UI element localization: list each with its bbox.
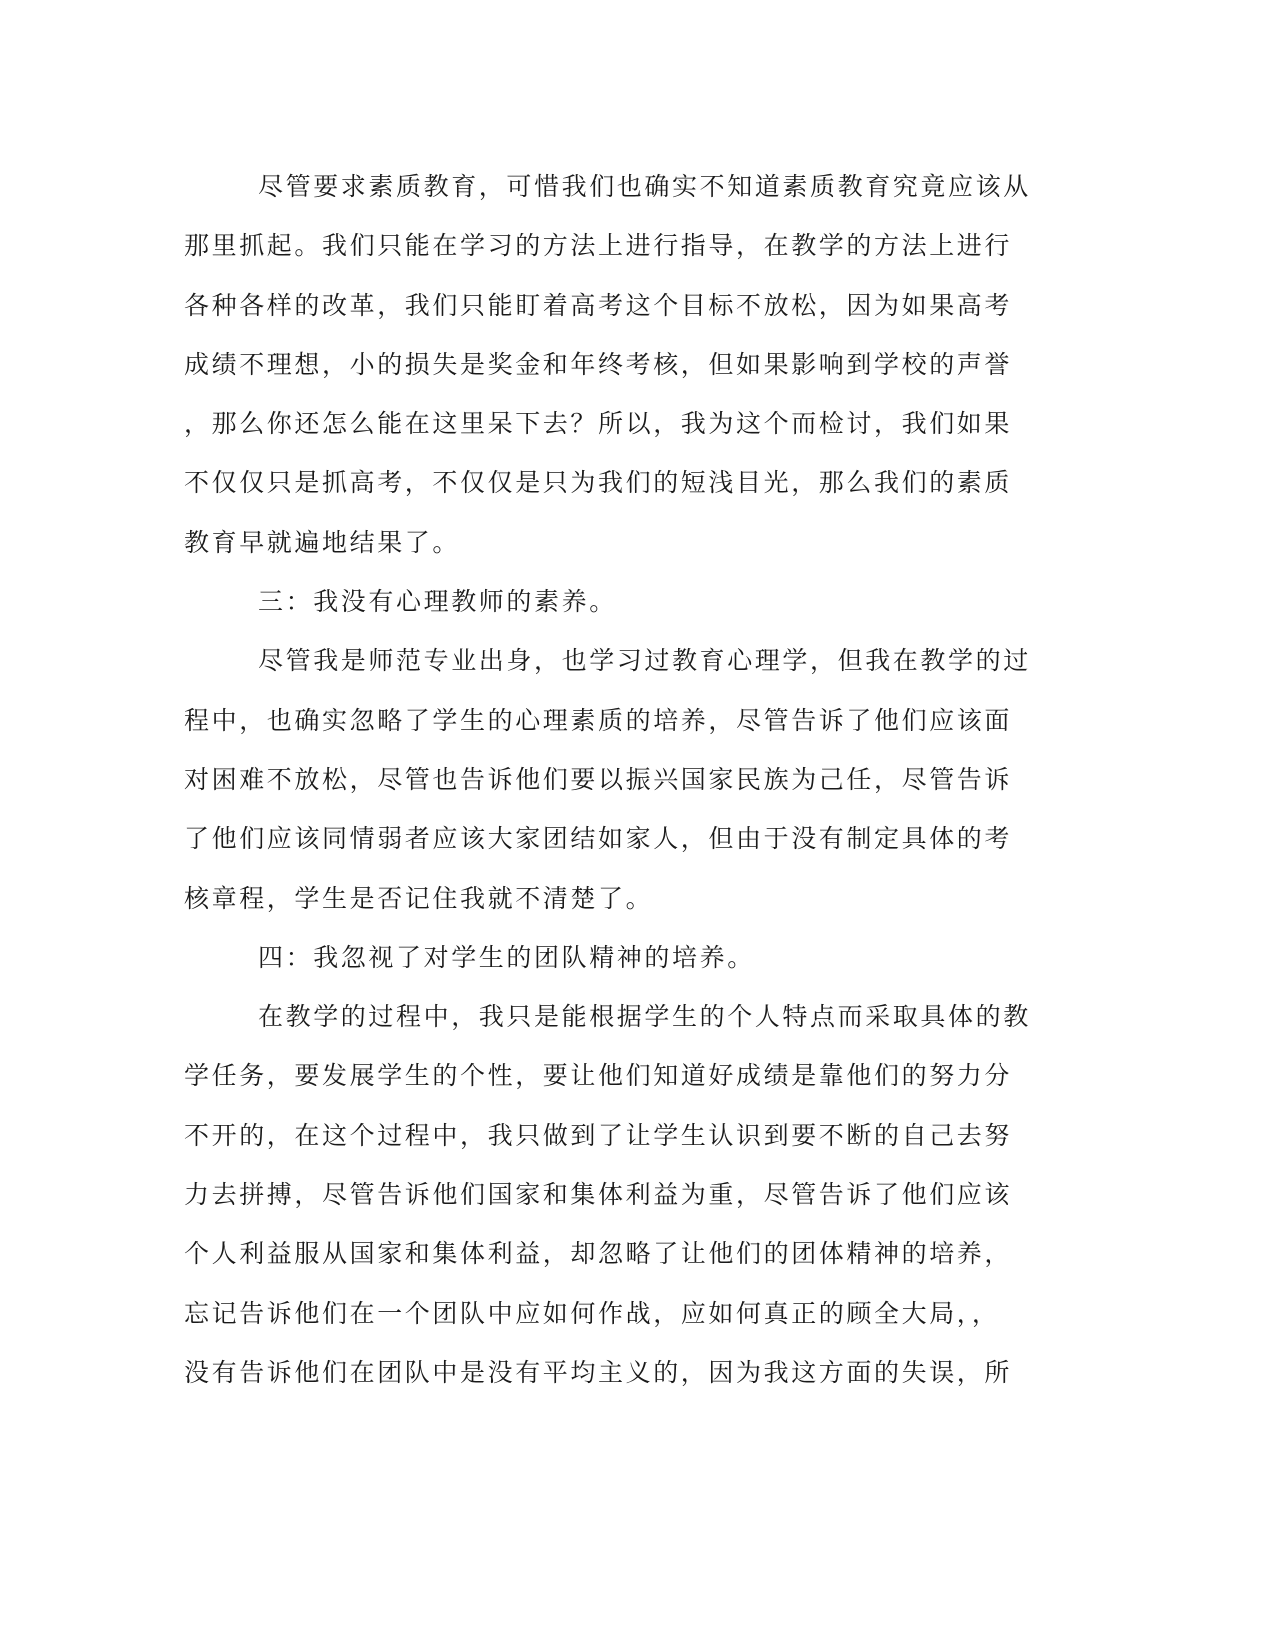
- section-heading-four: 四：我忽视了对学生的团队精神的培养。: [258, 942, 755, 972]
- text-line: 成绩不理想，小的损失是奖金和年终考核，但如果影响到学校的声誉: [184, 349, 1013, 379]
- text-line: 核章程，学生是否记住我就不清楚了。: [184, 883, 654, 913]
- text-line: 不开的，在这个过程中，我只做到了让学生认识到要不断的自己去努: [184, 1120, 1013, 1150]
- text-line: 尽管我是师范专业出身，也学习过教育心理学，但我在教学的过: [258, 646, 1031, 676]
- text-line: 了他们应该同情弱者应该大家团结如家人，但由于没有制定具体的考: [184, 824, 1013, 854]
- text-line: 忘记告诉他们在一个团队中应如何作战，应如何真正的顾全大局，，: [184, 1298, 1000, 1328]
- text-line: 程中，也确实忽略了学生的心理素质的培养，尽管告诉了他们应该面: [184, 705, 1013, 735]
- text-line: 没有告诉他们在团队中是没有平均主义的，因为我这方面的失误，所: [184, 1357, 1013, 1387]
- text-line: 各种各样的改革，我们只能盯着高考这个目标不放松，因为如果高考: [184, 290, 1013, 320]
- text-line: 对困难不放松，尽管也告诉他们要以振兴国家民族为己任，尽管告诉: [184, 764, 1013, 794]
- text-line: ，那么你还怎么能在这里呆下去？所以，我为这个而检讨，我们如果: [184, 409, 1013, 439]
- text-line: 尽管要求素质教育，可惜我们也确实不知道素质教育究竟应该从: [258, 172, 1031, 201]
- text-line: 个人利益服从国家和集体利益，却忽略了让他们的团体精神的培养，: [184, 1239, 1013, 1269]
- section-heading-three: 三：我没有心理教师的素养。: [258, 587, 617, 617]
- text-line: 不仅仅只是抓高考，不仅仅是只为我们的短浅目光，那么我们的素质: [184, 468, 1013, 498]
- text-line: 在教学的过程中，我只是能根据学生的个人特点而采取具体的教: [258, 1002, 1031, 1032]
- text-line: 教育早就遍地结果了。: [184, 527, 461, 557]
- text-line: 力去拼搏，尽管告诉他们国家和集体利益为重，尽管告诉了他们应该: [184, 1180, 1013, 1210]
- text-line: 学任务，要发展学生的个性，要让他们知道好成绩是靠他们的努力分: [184, 1061, 1013, 1091]
- text-line: 那里抓起。我们只能在学习的方法上进行指导，在教学的方法上进行: [184, 231, 1013, 261]
- document-body: [184, 157, 1064, 1402]
